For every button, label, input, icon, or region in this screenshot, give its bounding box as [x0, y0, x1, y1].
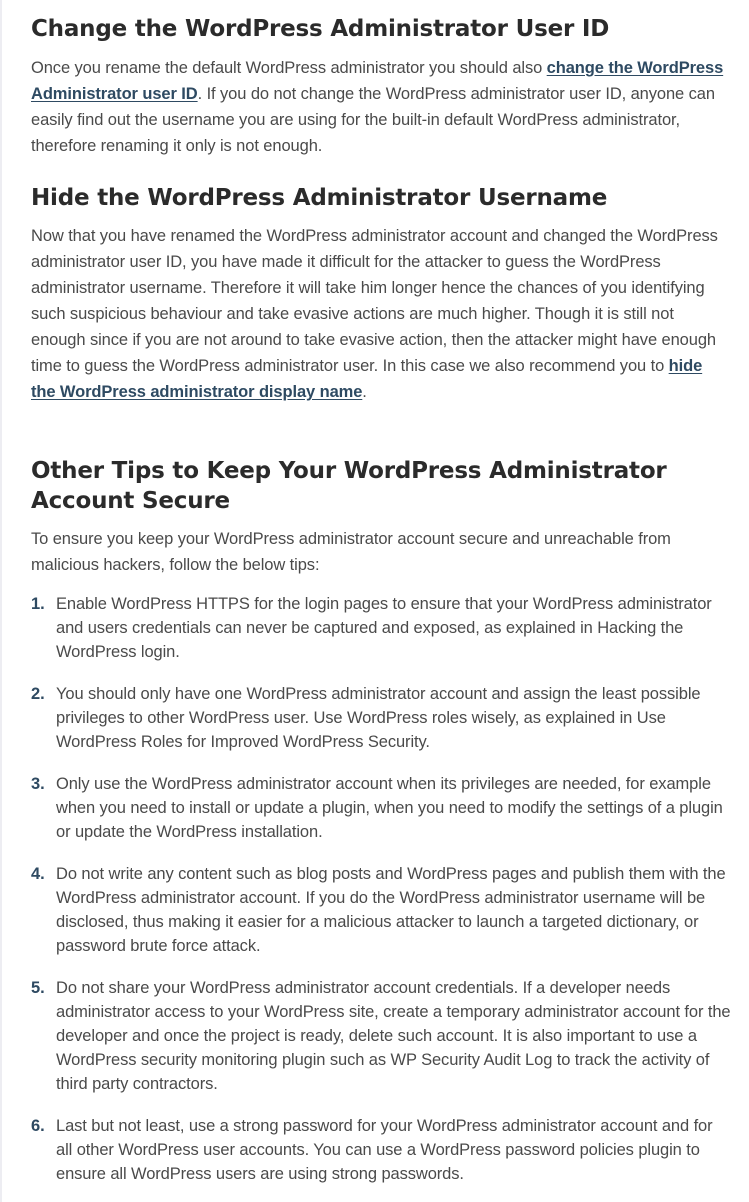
list-item: [31, 862, 731, 958]
list-item: [31, 976, 731, 1096]
heading-change-user-id: Change the WordPress Administrator User ID: [31, 16, 610, 42]
tips-list: [31, 592, 731, 1183]
list-item-text: Enable WordPress HTTPS for the login pages to ensure that your WordPress administrator and users credentials can never be captured and exposed, as explained in Hacking the WordPress login.: [56, 595, 712, 661]
list-number: 3.: [31, 775, 45, 793]
list-item: [31, 682, 731, 754]
paragraph-change-user-id: [31, 55, 731, 159]
link-change-user-id[interactable]: change the WordPress Administrator user ID: [31, 59, 724, 103]
list-item-text: You should only have one WordPress administrator account and assign the least possible privileges to other WordPress user. Use WordPress roles wisely, as explained in Use WordPress Roles for Improved WordPress Security.: [56, 685, 701, 751]
list-item: [31, 592, 731, 664]
list-item: [31, 772, 731, 844]
list-item-text: Only use the WordPress administrator account when its privileges are needed, for example when you need to install or update a plugin, when you need to modify the settings of a plugin or update the WordPress installation.: [56, 775, 723, 841]
list-item: [31, 1114, 731, 1186]
paragraph-text: Once you rename the default WordPress administrator you should also: [31, 59, 547, 77]
list-number: 1.: [31, 595, 45, 613]
list-number: 6.: [31, 1117, 45, 1135]
list-number: 4.: [31, 865, 45, 883]
list-item-text: Do not share your WordPress administrator account credentials. If a developer needs administrator access to your WordPress site, create a temporary administrator account for the developer and once the project is ready, delete such account. It is also important to use a WordPress security monitoring plugin such as WP Security Audit Log to track the activity of third party contractors.: [56, 979, 731, 1093]
paragraph-text: Now that you have renamed the WordPress administrator account and changed the WordPress administrator user ID, you have made it difficult for the attacker to guess the WordPress administrator username. Therefore it will take him longer hence the chances of you identifying such suspicious behaviour and take evasive actions are much higher. Though it is still not enough since if you are not around to take evasive action, then the attacker might have enough time to guess the WordPress administrator user. In this case we also recommend you to: [31, 227, 718, 375]
list-item-text: Do not write any content such as blog posts and WordPress pages and publish them with the WordPress administrator account. If you do the WordPress administrator username will be disclosed, thus making it easier for a malicious attacker to launch a targeted dictionary, or password brute force attack.: [56, 865, 726, 955]
list-number: 5.: [31, 979, 45, 997]
heading-other-tips: Other Tips to Keep Your WordPress Administrator Account Secure: [31, 458, 667, 514]
list-item-text: Last but not least, use a strong password for your WordPress administrator account and for all other WordPress user accounts. You can use a WordPress password policies plugin to ensure all WordPress users are using strong passwords.: [56, 1117, 713, 1183]
list-number: 2.: [31, 685, 45, 703]
link-hide-display-name[interactable]: hide the WordPress administrator display name: [31, 357, 703, 401]
paragraph-text: . If you do not change the WordPress administrator user ID, anyone can easily find out the username you are using for the built-in default WordPress administrator, therefore renaming it only is not enough.: [31, 85, 715, 155]
paragraph-hide-username: [31, 223, 731, 405]
heading-hide-username: Hide the WordPress Administrator Username: [31, 185, 608, 211]
paragraph-other-tips: To ensure you keep your WordPress administrator account secure and unreachable from malicious hackers, follow the below tips:: [31, 530, 671, 574]
left-border: [0, 0, 2, 1202]
paragraph-text: .: [362, 383, 367, 401]
